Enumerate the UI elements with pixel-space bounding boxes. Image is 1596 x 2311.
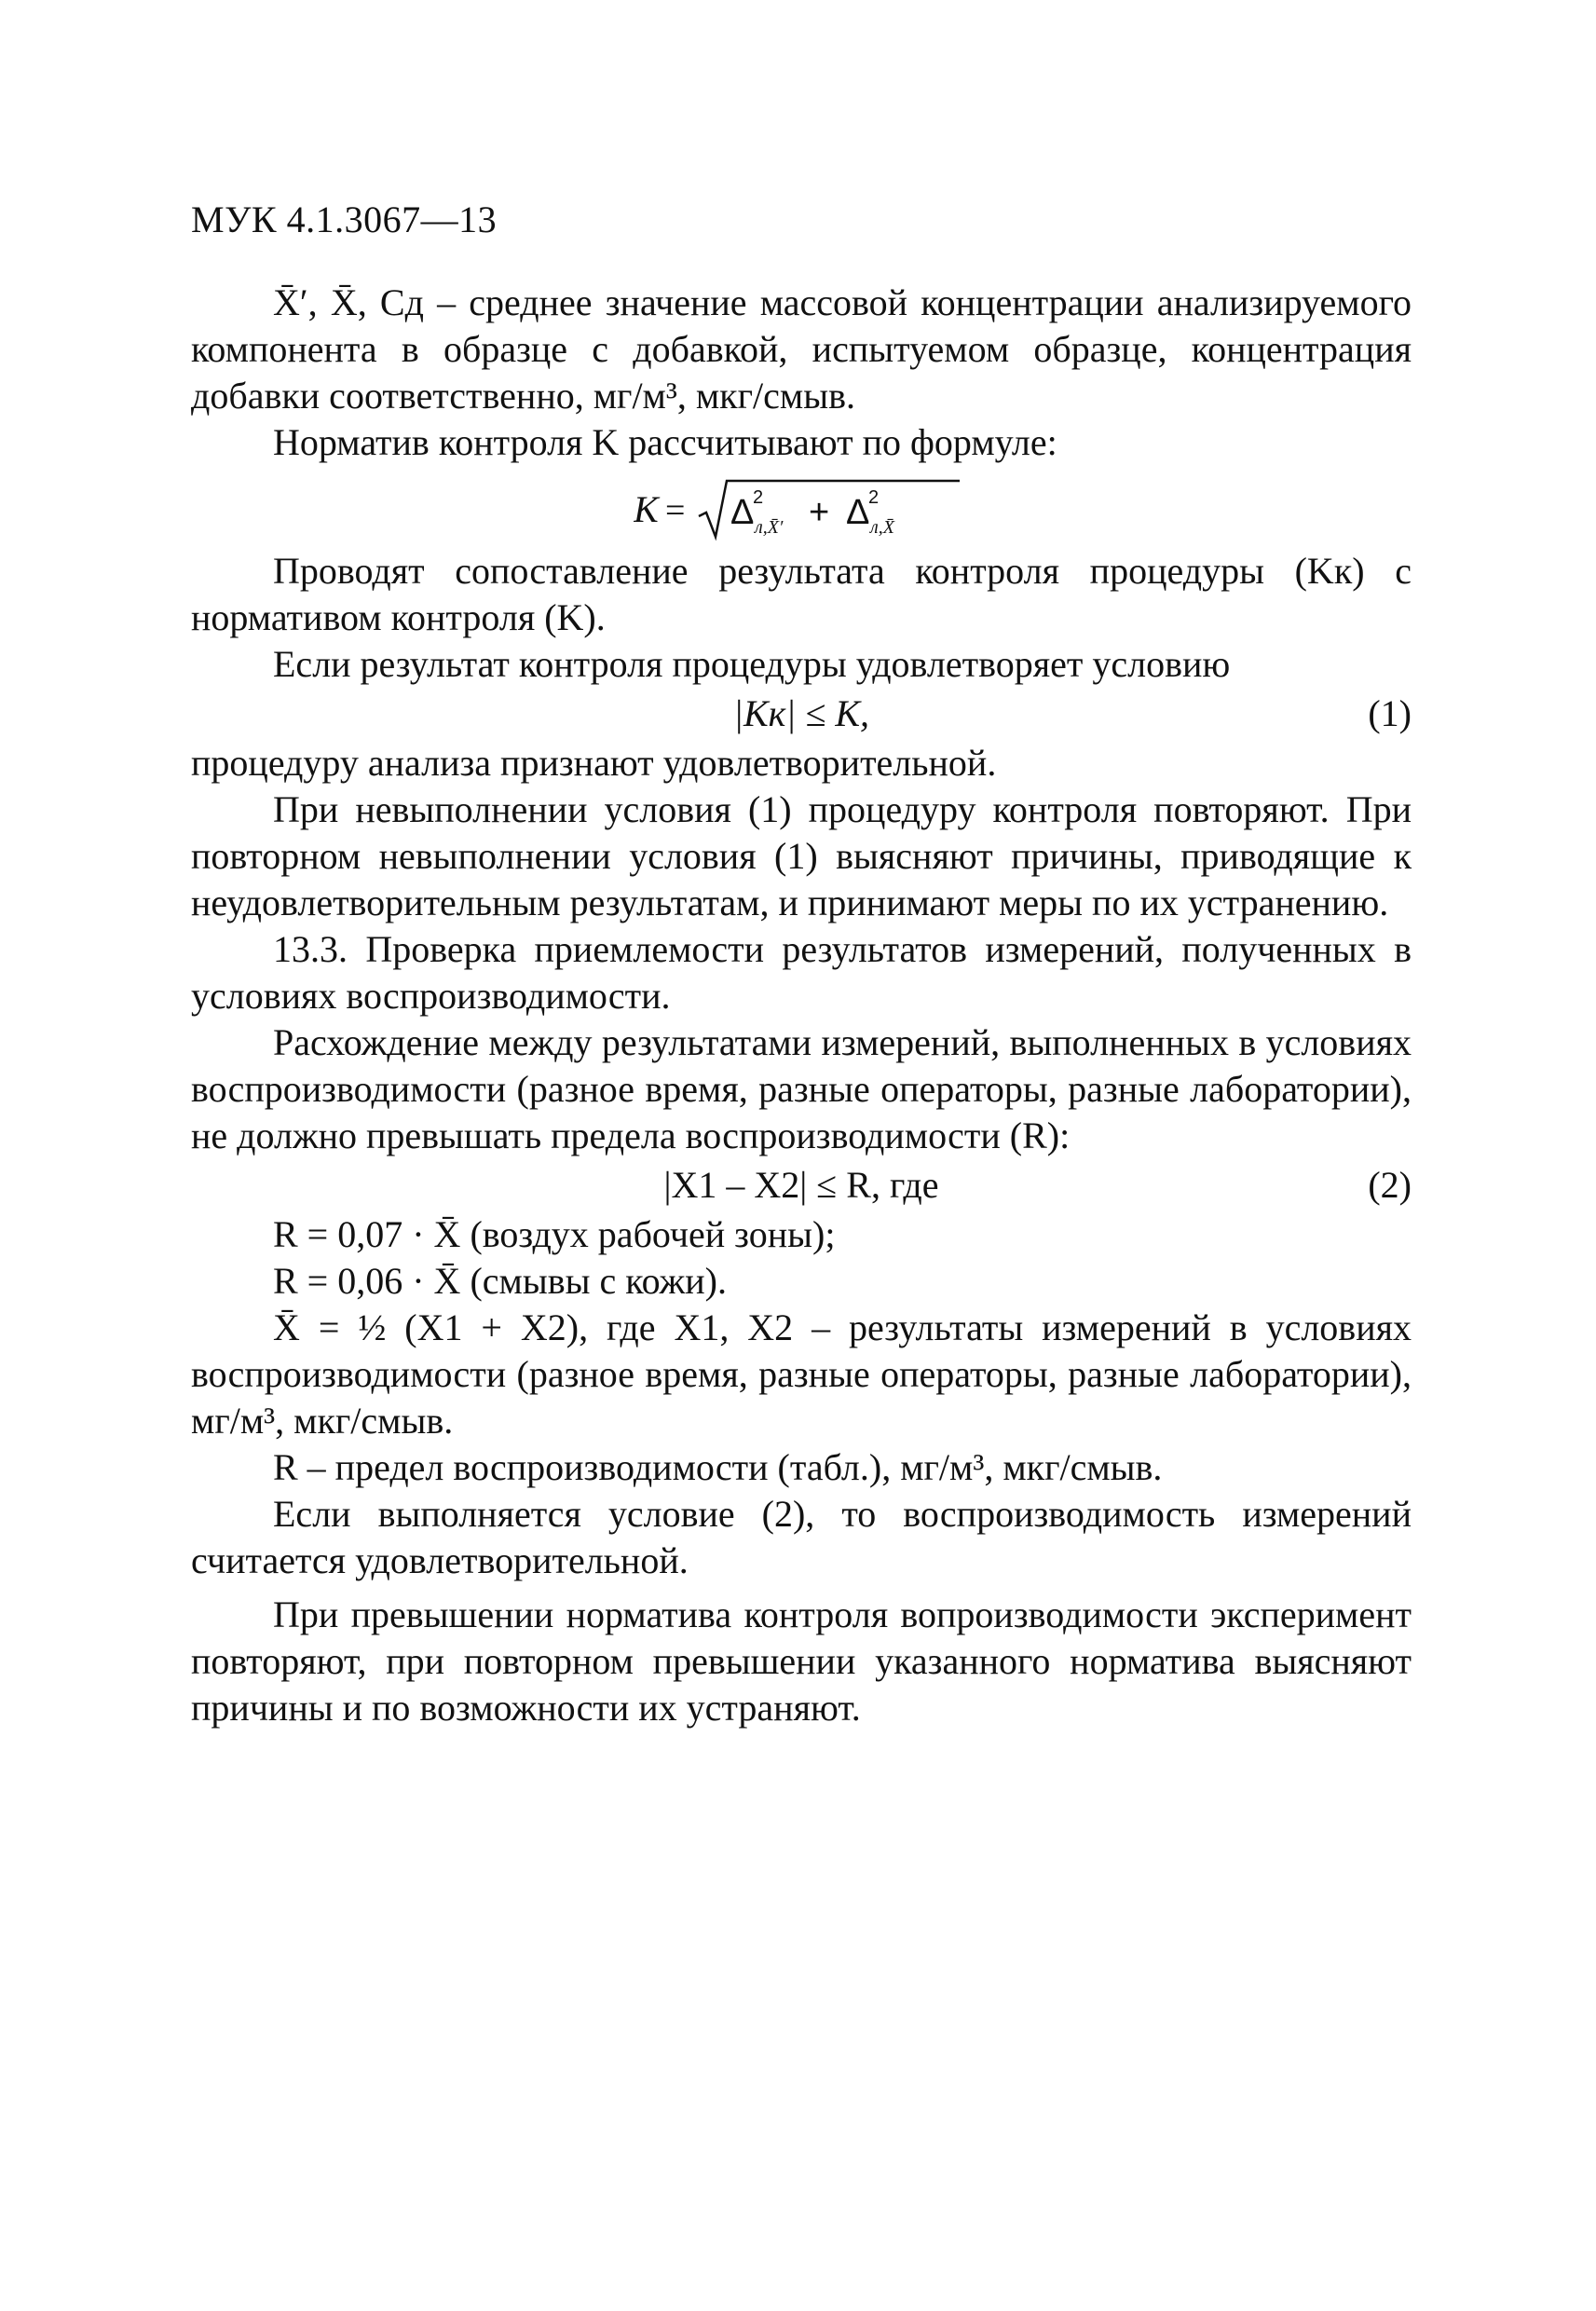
paragraph-divergence: Расхождение между результатами измерений, выполненных в условиях воспроизводимости (разное время, разные операторы, разные лаборатории), не должно превышать предела воспроизводимости (R):: [191, 1021, 1412, 1156]
svg-text:2: 2: [753, 486, 764, 508]
document-header-code: МУК 4.1.3067—13: [191, 198, 498, 240]
paragraph-condition-intro: Если результат контроля процедуры удовлетворяет условию: [273, 643, 1231, 685]
paragraph-exceed-norm: При превышении норматива контроля вопроизводимости эксперимент повторяют, при повторном превышении указанного норматива выясняют причины и по возможности их устраняют.: [191, 1593, 1412, 1729]
paragraph-comparison: Проводят сопоставление результата контроля процедуры (Kк) с нормативом контроля (K).: [191, 550, 1412, 638]
paragraph-r-definition: R – предел воспроизводимости (табл.), мг/м³, мкг/смыв.: [273, 1446, 1163, 1488]
condition-2: [191, 1159, 1412, 1211]
paragraph-r-air: R = 0,07 · X̄ (воздух рабочей зоны);: [273, 1213, 836, 1255]
svg-text:2: 2: [868, 486, 880, 508]
spacer: [191, 1584, 1412, 1592]
condition-1-number: (1): [1368, 692, 1412, 734]
condition-2-expression: |X1 – X2| ≤ R, где: [663, 1164, 939, 1206]
paragraph-satisfactory: процедуру анализа признают удовлетворительной.: [191, 742, 997, 784]
k-formula: [191, 468, 1412, 542]
svg-text:Δ: Δ: [846, 492, 870, 532]
condition-1: [191, 688, 1412, 740]
svg-text:Δ: Δ: [730, 492, 755, 532]
section-13-3-heading: 13.3. Проверка приемлемости результатов измерений, полученных в условиях воспроизводимости.: [191, 928, 1412, 1017]
svg-text:K: K: [634, 487, 659, 530]
svg-text:л,X̄′: л,X̄′: [755, 516, 784, 538]
k-formula-graphic: [634, 475, 969, 542]
condition-2-number: (2): [1368, 1164, 1412, 1206]
svg-text:=: =: [665, 490, 686, 530]
svg-text:+: +: [809, 492, 830, 532]
paragraph-repeat-control: При невыполнении условия (1) процедуру контроля повторяют. При повторном невыполнении условия (1) выясняют причины, приводящие к неудовлетворительным результатам, и принимают меры по их устранению.: [191, 788, 1412, 923]
document-body: [191, 280, 1412, 1731]
paragraph-r-skin: R = 0,06 · X̄ (смывы с кожи).: [273, 1260, 727, 1302]
paragraph-x-mean-definition: X̄ = ½ (X1 + X2), где X1, X2 – результаты измерений в условиях воспроизводимости (разное время, разные операторы, разные лаборатории), мг/м³, мкг/смыв.: [191, 1306, 1412, 1442]
paragraph-k-intro: Норматив контроля K рассчитывают по формуле:: [273, 421, 1057, 463]
paragraph-variable-definitions: X̄′, X̄, Cд – среднее значение массовой концентрации анализируемого компонента в образце с добавкой, испытуемом образце, концентрация добавки соответственно, мг/м³, мкг/смыв.: [191, 281, 1412, 417]
condition-1-expression: |Kк| ≤ K,: [732, 692, 869, 734]
paragraph-condition-2-satisfied: Если выполняется условие (2), то воспроизводимость измерений считается удовлетворительной.: [191, 1493, 1412, 1581]
svg-text:л,X̄: л,X̄: [870, 516, 894, 538]
